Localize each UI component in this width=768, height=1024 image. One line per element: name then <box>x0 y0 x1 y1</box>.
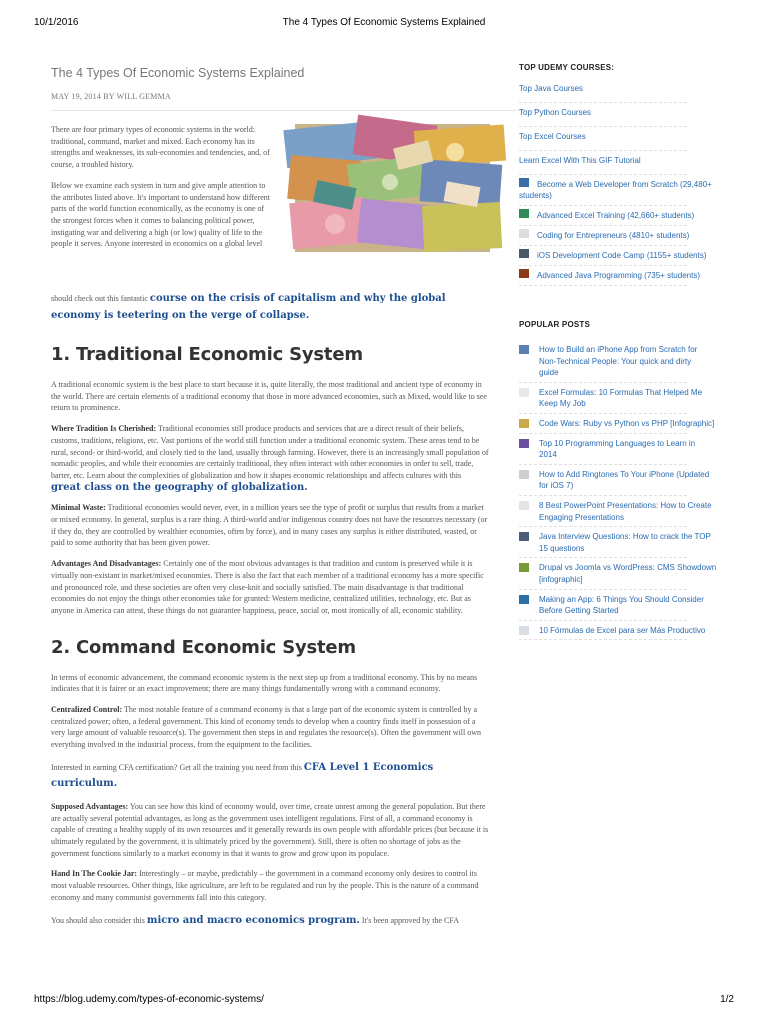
article-meta: MAY 19, 2014 BY WILL GEMMA <box>51 92 171 101</box>
web-dev-thumb-icon <box>519 178 529 187</box>
divider <box>51 110 540 111</box>
top-course-link[interactable]: Learn Excel With This GIF Tutorial <box>519 151 687 175</box>
intro-paragraph: There are four primary types of economic systems in the world: traditional, command, market and mixed. Each economy has its strengths and weaknesses, its sub-economies and tendencies, and, of course, a troubled history. <box>51 125 270 170</box>
article-title[interactable]: The 4 Types Of Economic Systems Explained <box>51 66 305 80</box>
featured-course-title[interactable]: Advanced Excel Training (42,660+ students) <box>537 211 695 220</box>
featured-course[interactable] <box>519 246 707 266</box>
top-course-link[interactable]: Top Java Courses <box>519 83 687 103</box>
popular-post-title[interactable]: Top 10 Programming Languages to Learn in <box>539 438 696 448</box>
paragraph: The most notable feature of a command economy is that a large part of the economic system is controlled by a centralized power; often, a federal government. This kind of economy tends to develop when a country finds itself in possession of a very large amount of valuable resource(s). The government then steps in and regulates the resource(s). Often the government will own everything involved in the industrial process, from the equipment to the facilities. <box>51 705 482 750</box>
capitalism-course-link[interactable]: course on the crisis of capitalism and why the global economy is teetering on the verge of collapse. <box>51 293 446 321</box>
popular-post[interactable] <box>519 383 703 414</box>
paragraph: Traditional economies would never, ever, in a million years see the type of profit or surplus that results from a market or mixed economy. In general, surplus is a rare thing. A third-world and/or indigenous country does not have the resources necessary (or if they do, they are controlled by wealthier economies, often by force), and in many cases any surplus is either distributed, wasted, or paid to some authority that has been given power. <box>51 503 488 548</box>
coding-thumb-icon <box>519 229 529 238</box>
ios-thumb-icon <box>519 249 529 258</box>
popular-post[interactable] <box>519 527 711 558</box>
popular-post[interactable] <box>519 340 698 383</box>
paragraph: A traditional economic system is the best place to start because it is, quite literally, the most traditional and ancient type of economy in the world. There are certain elements of a traditional economy that those in more advanced economies, such as Mixed, would like to see return to prominence. <box>51 380 487 413</box>
economics-program-link[interactable]: micro and macro economics program. <box>146 914 360 926</box>
paragraph-label: Centralized Control: <box>51 705 123 715</box>
iphone-thumb-icon <box>519 345 529 354</box>
popular-post-title[interactable]: Drupal vs Joomla vs WordPress: CMS Showdown <box>539 563 717 573</box>
java-thumb-icon <box>519 269 529 278</box>
popular-post-title[interactable]: 8 Best PowerPoint Presentations: How to Create <box>539 500 712 510</box>
featured-course[interactable] <box>519 175 712 206</box>
formulas-thumb-icon <box>519 626 529 635</box>
featured-course[interactable] <box>519 226 690 246</box>
print-date: 10/1/2016 <box>34 17 79 28</box>
section-traditional <box>51 344 489 617</box>
cfa-curriculum-link[interactable]: CFA Level 1 Economics curriculum. <box>51 761 434 789</box>
paragraph: You can see how this kind of economy would, over time, create unrest among the general population. But there are actually several potential advantages, as long as the government uses intelligent regulations. First of all, a command economy is capable of creating a healthy supply of its own resources and it generally rewards its own people with affordable prices (but because it is ultimately regulated by the government, it is ultimately priced by the government). Still, there is often no shortage of jobs as the government functions similarly to a market economy in that it wants to grow and grow upon its populace. <box>51 801 489 858</box>
banknotes-image <box>295 124 490 252</box>
popular-post[interactable] <box>519 621 706 641</box>
featured-course-title[interactable]: Become a Web Developer from Scratch (29,480+ <box>537 180 712 189</box>
popular-posts-list <box>519 340 717 640</box>
cms-thumb-icon <box>519 563 529 572</box>
paragraph: In terms of economic advancement, the command economic system is the next step up from a traditional economy. This by no means indicates that it is fairer or an exact improvement; there are many things fundamentally wrong with a command economy. <box>51 672 478 694</box>
popular-post-title[interactable]: Making an App: 6 Things You Should Consider <box>539 594 704 604</box>
top-courses-list <box>519 83 687 175</box>
popular-post-title[interactable]: Excel Formulas: 10 Formulas That Helped Me <box>539 387 703 397</box>
print-header <box>0 0 768 40</box>
featured-course[interactable] <box>519 206 695 226</box>
featured-course-title[interactable]: students) <box>519 191 552 200</box>
popular-post-title[interactable]: for iOS 7) <box>539 481 574 491</box>
paragraph-label: Supposed Advantages: <box>51 801 129 811</box>
popular-post-title[interactable]: 2014 <box>539 450 557 460</box>
intro-paragraph: Below we examine each system in turn and give ample attention to the attributes listed above. It's important to understand how different parts of the world function economically, as the economy is one of the strongest forces when it comes to balancing political power, instigating war and delivering a high (or low) quality of life to the people it serves. Anyone interested in economics on a global level <box>51 180 271 249</box>
globalization-class-link[interactable]: great class on the geography of globalization. <box>51 481 308 493</box>
ringtone-thumb-icon <box>519 470 529 479</box>
featured-courses <box>519 175 712 286</box>
popular-post-title[interactable]: guide <box>539 368 559 378</box>
featured-course-title[interactable]: Coding for Entrepreneurs (4810+ students) <box>537 231 690 240</box>
popular-post[interactable] <box>519 465 710 496</box>
featured-course[interactable] <box>519 266 700 286</box>
popular-post-title[interactable]: Keep My Job <box>539 399 586 409</box>
section-heading: 1. Traditional Economic System <box>51 344 363 365</box>
popular-post[interactable] <box>519 590 704 621</box>
popular-post-title[interactable]: 10 Fórmulas de Excel para ser Más Productivo <box>539 625 706 635</box>
popular-post[interactable] <box>519 558 717 589</box>
excel-thumb-icon <box>519 209 529 218</box>
paragraph: Certainly one of the most obvious advantages is that tradition and custom is preserved while it is virtually non-existant in market/mixed economies. There is also the fact that each member of a traditional economy has a more specific and pronounced role, and these societies are often very close-knit and socially satisfied. The main disadvantage is that traditional economies do not enjoy the things other economies take for granted: Western medicine, centralized utilities, technology, etc. But as anyone in America can attest, these things do not guarantee happiness, peace, social or, most ironically of all, economic stability. <box>51 559 484 615</box>
print-url: https://blog.udemy.com/types-of-economic-systems/ <box>34 994 264 1005</box>
popular-post-title[interactable]: Non-Technical People: Your quick and dirty <box>539 356 692 366</box>
powerpoint-thumb-icon <box>519 501 529 510</box>
popular-posts-heading: POPULAR POSTS <box>519 320 591 329</box>
paragraph: Interested in earning CFA certification? Get all the training you need from this <box>51 762 304 772</box>
intro-continuation <box>51 290 489 324</box>
popular-post-title[interactable]: How to Add Ringtones To Your iPhone (Updated <box>539 469 710 479</box>
popular-post[interactable] <box>519 434 696 465</box>
paragraph: It's been approved by the CFA <box>359 915 459 925</box>
paragraph-label: Minimal Waste: <box>51 503 106 513</box>
popular-post-title[interactable]: [infographic] <box>539 574 583 584</box>
languages-thumb-icon <box>519 439 529 448</box>
top-courses-heading: TOP UDEMY COURSES: <box>519 63 615 72</box>
featured-course-title[interactable]: iOS Development Code Camp (1155+ students) <box>537 251 707 260</box>
popular-post-title[interactable]: Before Getting Started <box>539 606 619 616</box>
excel-formula-thumb-icon <box>519 388 529 397</box>
top-course-link[interactable]: Top Python Courses <box>519 103 687 127</box>
paragraph: Interestingly – or maybe, predictably – the government in a command economy only desires to control its most valuable resources. Other things, like agriculture, are left to be regulated and run by the people. This is the nature of a command economy and many communist governments fall into this category. <box>51 869 479 902</box>
top-course-link[interactable]: Top Excel Courses <box>519 127 687 151</box>
sidebar <box>519 63 717 640</box>
app-thumb-icon <box>519 595 529 604</box>
article <box>51 60 489 938</box>
intro-text: should check out this fantastic <box>51 294 148 303</box>
java-interview-thumb-icon <box>519 532 529 541</box>
paragraph-label: Hand In The Cookie Jar: <box>51 869 138 879</box>
paragraph: You should also consider this <box>51 915 147 925</box>
paragraph-label: Where Tradition Is Cherished: <box>51 424 157 434</box>
popular-post[interactable] <box>519 496 712 527</box>
print-page-number: 1/2 <box>720 994 734 1005</box>
intro <box>51 124 489 290</box>
popular-post-title[interactable]: 15 questions <box>539 543 585 553</box>
popular-post-title[interactable]: Engaging Presentations <box>539 512 624 522</box>
popular-post-title[interactable]: How to Build an iPhone App from Scratch for <box>539 345 698 354</box>
print-title: The 4 Types Of Economic Systems Explained <box>282 17 486 28</box>
featured-course-title[interactable]: Advanced Java Programming (735+ students) <box>537 271 700 280</box>
paragraph: Traditional economies still produce products and services that are a direct result of their beliefs, customs, traditions, religions, etc. Vast portions of the world still function under a traditional economic system. These areas tend to be rural, second- or third-world, and closely tied to the land, usually through farming. However, there is an increasingly small population of nomadic peoples, and while their economies are certainly traditional, they often interact with other economies in order to sell, trade, barter, etc. Learn about the complexities of globalization and how it shapes economic relationships and affects cultures with this <box>51 424 489 480</box>
popular-post-title[interactable]: Code Wars: Ruby vs Python vs PHP [Infographic] <box>539 418 715 428</box>
popular-post-title[interactable]: Java Interview Questions: How to crack the TOP <box>539 532 711 542</box>
popular-post[interactable] <box>519 414 715 434</box>
section-command <box>51 637 489 929</box>
paragraph-label: Advantages And Disadvantages: <box>51 559 162 569</box>
code-wars-thumb-icon <box>519 419 529 428</box>
section-heading: 2. Command Economic System <box>51 636 356 658</box>
